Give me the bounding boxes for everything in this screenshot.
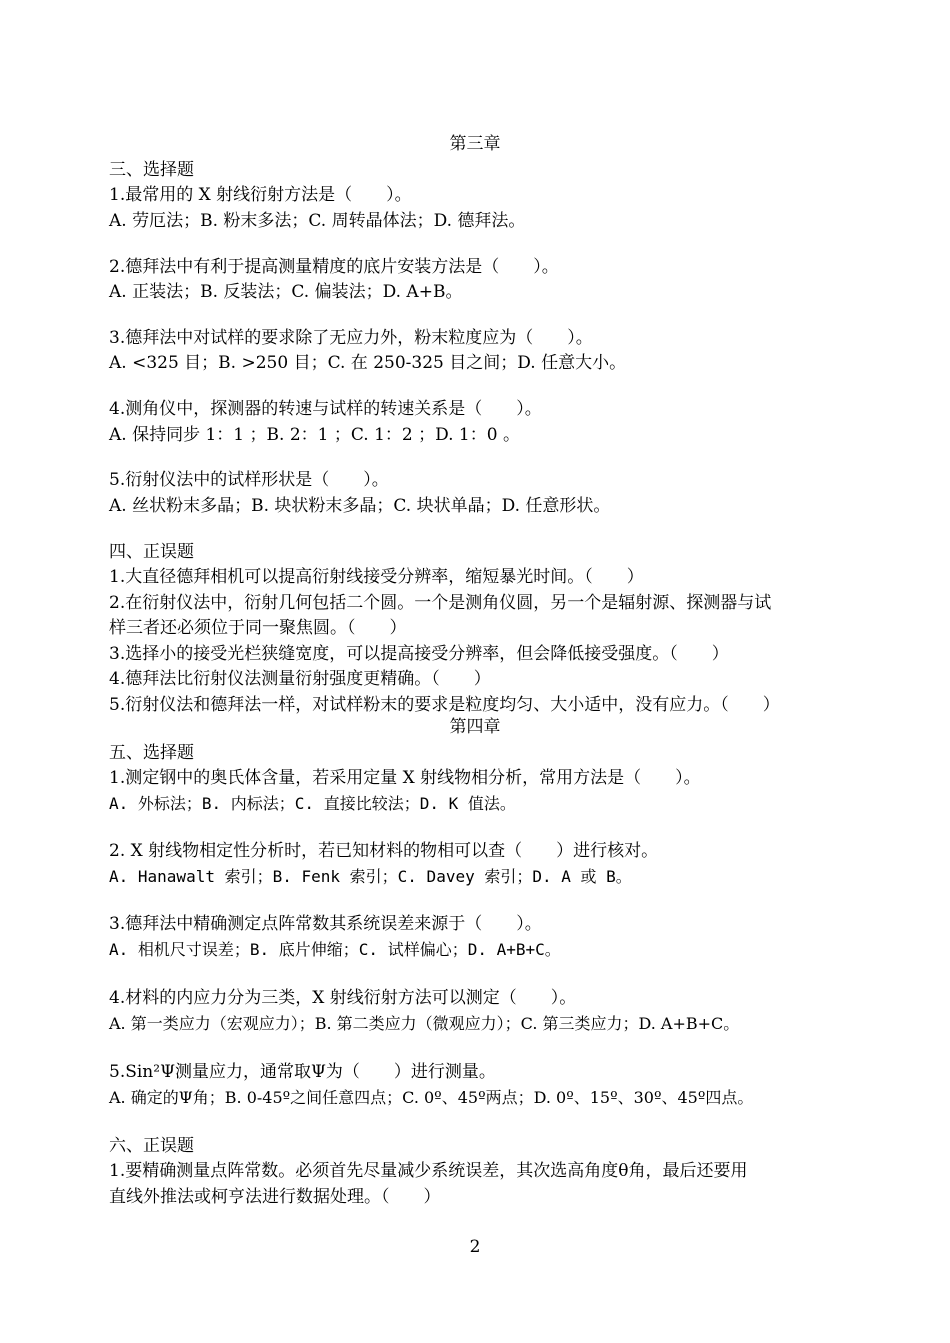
- section-3-heading: 三、选择题: [109, 160, 194, 180]
- ch3-tf-4: 4.德拜法比衍射仪法测量衍射强度更精确。（ ）: [109, 669, 491, 689]
- ch4-tf-1-line-1: 1.要精确测量点阵常数。必须首先尽量减少系统误差，其次选高角度θ角，最后还要用: [109, 1161, 748, 1181]
- chapter-4-title: 第四章: [449, 717, 501, 737]
- ch3-tf-5: 5.衍射仪法和德拜法一样，对试样粉末的要求是粒度均匀、大小适中，没有应力。（ ）: [109, 695, 780, 715]
- ch3-question-3: 3.德拜法中对试样的要求除了无应力外，粉末粒度应为（ ）。: [109, 328, 593, 348]
- ch4-question-3-options: A. 相机尺寸误差；B. 底片伸缩；C. 试样偏心；D. A+B+C。: [109, 940, 561, 959]
- ch3-question-4-options: A. 保持同步 1：1 ；B. 2：1 ；C. 1：2 ；D. 1：0 。: [109, 425, 520, 445]
- ch4-question-4-options: A. 第一类应力（宏观应力）；B. 第二类应力（微观应力）；C. 第三类应力；D. A+B+C。: [109, 1014, 740, 1033]
- ch3-question-1: 1.最常用的 X 射线衍射方法是（ ）。: [109, 185, 412, 205]
- page-number: 2: [469, 1237, 481, 1257]
- ch3-tf-2-line-1: 2.在衍射仪法中，衍射几何包括二个圆。一个是测角仪圆，另一个是辐射源、探测器与试: [109, 593, 772, 613]
- section-4-heading: 四、正误题: [109, 542, 194, 562]
- ch3-question-4: 4.测角仪中，探测器的转速与试样的转速关系是（ ）。: [109, 399, 542, 419]
- ch3-question-5-options: A. 丝状粉末多晶；B. 块状粉末多晶；C. 块状单晶；D. 任意形状。: [109, 496, 611, 516]
- ch3-tf-3: 3.选择小的接受光栏狭缝宽度，可以提高接受分辨率，但会降低接受强度。（ ）: [109, 644, 729, 664]
- ch4-question-4: 4.材料的内应力分为三类，X 射线衍射方法可以测定（ ）。: [109, 988, 577, 1008]
- ch4-question-5: 5.Sin²Ψ测量应力，通常取Ψ为（ ）进行测量。: [109, 1062, 496, 1082]
- ch4-question-1: 1.测定钢中的奥氏体含量，若采用定量 X 射线物相分析，常用方法是（ ）。: [109, 768, 701, 788]
- ch3-question-1-options: A. 劳厄法；B. 粉末多法；C. 周转晶体法；D. 德拜法。: [109, 211, 526, 231]
- section-5-heading: 五、选择题: [109, 743, 194, 763]
- ch3-question-3-options: A. <325 目；B. >250 目；C. 在 250-325 目之间；D. 任意大小。: [109, 353, 627, 373]
- ch3-question-2-options: A. 正装法；B. 反装法；C. 偏装法；D. A+B。: [109, 282, 463, 302]
- ch3-tf-1: 1.大直径德拜相机可以提高衍射线接受分辨率，缩短暴光时间。（ ）: [109, 567, 644, 587]
- ch4-question-1-options: A. 外标法；B. 内标法；C. 直接比较法；D. K 值法。: [109, 794, 516, 813]
- chapter-3-title: 第三章: [449, 134, 501, 154]
- ch4-question-2-options: A. Hanawalt 索引；B. Fenk 索引；C. Davey 索引；D. A 或 B。: [109, 867, 632, 886]
- section-6-heading: 六、正误题: [109, 1136, 194, 1156]
- ch3-tf-2-line-2: 样三者还必须位于同一聚焦圆。（ ）: [109, 618, 407, 638]
- ch4-question-2: 2. X 射线物相定性分析时，若已知材料的物相可以查（ ）进行核对。: [109, 841, 659, 861]
- ch4-question-3: 3.德拜法中精确测定点阵常数其系统误差来源于（ ）。: [109, 914, 542, 934]
- ch3-question-5: 5.衍射仪法中的试样形状是（ ）。: [109, 470, 389, 490]
- ch4-question-5-options: A. 确定的Ψ角；B. 0-45º之间任意四点；C. 0º、45º两点；D. 0º、15º、30º、45º四点。: [109, 1088, 754, 1107]
- ch3-question-2: 2.德拜法中有利于提高测量精度的底片安装方法是（ ）。: [109, 257, 559, 277]
- ch4-tf-1-line-2: 直线外推法或柯亨法进行数据处理。（ ）: [109, 1187, 441, 1207]
